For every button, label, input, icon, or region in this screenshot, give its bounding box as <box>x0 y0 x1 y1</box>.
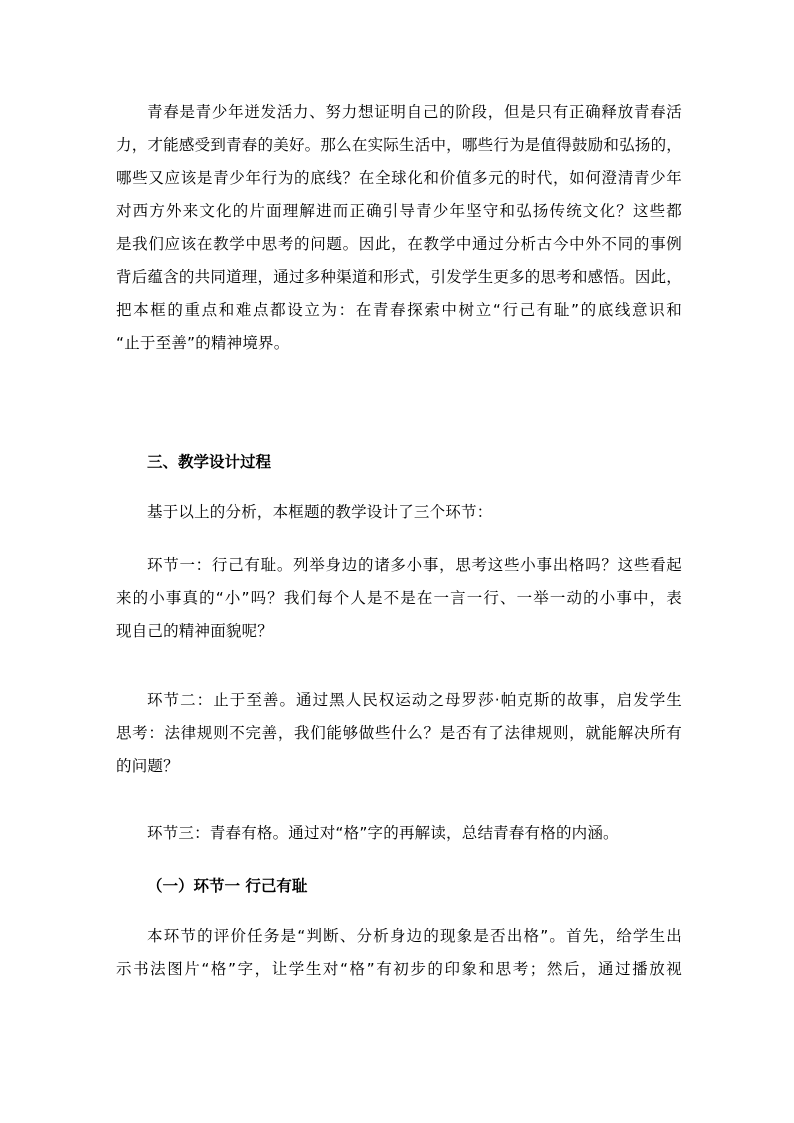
paragraph-section-three <box>116 820 682 846</box>
text-line: 基于以上的分析，本框题的教学设计了三个环节： <box>147 503 493 521</box>
text-line: 本环节的评价任务是“判断、分析身边的现象是否出格”。首先，给学生出 <box>147 927 682 945</box>
paragraph-section-two <box>116 687 682 779</box>
text-line: 哪些又应该是青少年行为的底线？在全球化和价值多元的时代，如何澄清青少年 <box>116 169 682 187</box>
text-line: 是我们应该在教学中思考的问题。因此，在教学中通过分析古今中外不同的事例 <box>116 235 682 253</box>
paragraph-section-one <box>116 552 682 644</box>
text-line: 思考：法律规则不完善，我们能够做些什么？是否有了法律规则，就能解决所有 <box>116 724 682 742</box>
subsection-heading-section-one: （一）环节一 行己有耻 <box>147 877 308 895</box>
text-line: “止于至善”的精神境界。 <box>116 334 290 352</box>
paragraph-youth-values <box>116 99 682 356</box>
text-line: 青春是青少年迸发活力、努力想证明自己的阶段，但是只有正确释放青春活 <box>147 103 682 121</box>
text-line: 现自己的精神面貌呢？ <box>116 622 274 640</box>
paragraph-intro-three-sections <box>116 499 682 525</box>
text-line: 环节三：青春有格。通过对“格”字的再解读，总结青春有格的内涵。 <box>147 824 619 842</box>
section-heading-design-process: 三、教学设计过程 <box>147 453 272 471</box>
text-line: 环节二：止于至善。通过黑人民权运动之母罗莎·帕克斯的故事，启发学生 <box>147 691 682 709</box>
text-line: 力，才能感受到青春的美好。那么在实际生活中，哪些行为是值得鼓励和弘扬的， <box>116 136 682 154</box>
text-line: 环节一：行己有耻。列举身边的诸多小事，思考这些小事出格吗？这些看起 <box>147 556 682 574</box>
text-line: 把本框的重点和难点都设立为：在青春探索中树立“行己有耻”的底线意识和 <box>116 301 682 319</box>
text-line: 对西方外来文化的片面理解进而正确引导青少年坚守和弘扬传统文化？这些都 <box>116 202 682 220</box>
text-line: 背后蕴含的共同道理，通过多种渠道和形式，引发学生更多的思考和感悟。因此， <box>116 268 682 286</box>
text-line: 的问题？ <box>116 757 179 775</box>
paragraph-evaluation-task <box>116 923 682 982</box>
text-line: 来的小事真的“小”吗？我们每个人是不是在一言一行、一举一动的小事中，表 <box>116 589 682 607</box>
text-line: 示书法图片“格”字，让学生对“格”有初步的印象和思考；然后，通过播放视 <box>116 960 682 978</box>
